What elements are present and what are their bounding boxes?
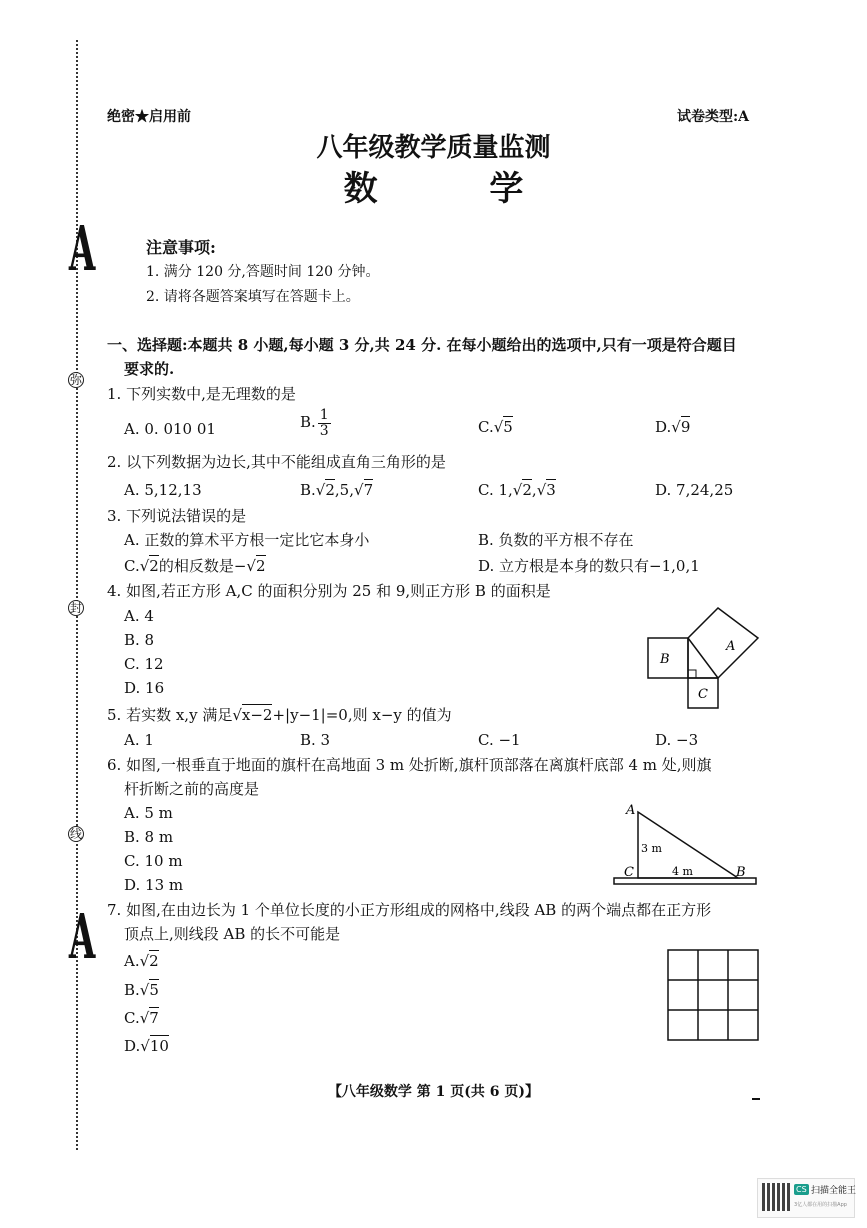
q6-stem: 6. 如图,一根垂直于地面的旗杆在高地面 3 m 处折断,旗杆顶部落在离旗杆底部 4 m 处,则旗 (107, 756, 712, 774)
radicand: 5 (503, 418, 513, 436)
radicand: 2 (325, 481, 335, 499)
q2-option-b: B.√2,5,√7 (300, 481, 374, 499)
notice-heading: 注意事项: (146, 238, 216, 257)
q5-option-b: B. 3 (300, 731, 331, 749)
radicand: 5 (149, 981, 159, 999)
section-heading: 一、选择题:本题共 8 小题,每小题 3 分,共 24 分. 在每小题给出的选项中,只有一项是符合题目 (107, 336, 737, 354)
option-label: B. (300, 481, 316, 499)
exam-title: 八年级教学质量监测 (316, 133, 551, 163)
label-c: C (698, 687, 708, 702)
q5-option-c: C. −1 (478, 731, 521, 749)
q6-option-a: A. 5 m (124, 804, 173, 822)
q6-option-c: C. 10 m (124, 852, 183, 870)
q3-option-b: B. 负数的平方根不存在 (478, 531, 634, 549)
option-label: C. (124, 1009, 140, 1027)
radicand: 2 (522, 481, 532, 499)
q1-option-c: C.√5 (478, 418, 513, 436)
q1-stem: 1. 下列实数中,是无理数的是 (107, 385, 296, 403)
q7-option-b: B.√5 (124, 981, 159, 999)
dash-mark (752, 1098, 760, 1100)
option-label: B. (124, 981, 140, 999)
q6-option-d: D. 13 m (124, 876, 184, 894)
q7-option-c: C.√7 (124, 1009, 159, 1027)
radicand: 7 (363, 481, 374, 499)
q2-option-a: A. 5,12,13 (124, 481, 202, 499)
label-a: A (626, 803, 636, 818)
label-b: B (736, 865, 746, 880)
side-letter-a-bottom: A (68, 900, 96, 973)
radicand: 3 (546, 481, 556, 499)
option-text: 的相反数是− (158, 557, 247, 575)
ground (614, 878, 756, 884)
q5-option-a: A. 1 (124, 731, 154, 749)
q1-option-d: D.√9 (655, 418, 691, 436)
q6-option-b: B. 8 m (124, 828, 174, 846)
notice-item: 2. 请将各题答案填写在答题卡上。 (146, 289, 360, 305)
stem-text: +|y−1|=0,则 x−y 的值为 (272, 706, 452, 724)
q4-option-b: B. 8 (124, 631, 155, 649)
q4-option-a: A. 4 (124, 607, 154, 625)
option-label: C. (478, 418, 494, 436)
q2-stem: 2. 以下列数据为边长,其中不能组成直角三角形的是 (107, 453, 446, 471)
radicand: 2 (255, 557, 266, 575)
triangle-hypotenuse (688, 638, 718, 678)
q3-option-a: A. 正数的算术平方根一定比它本身小 (124, 531, 370, 549)
seal-char-mi: 弥 (70, 373, 83, 387)
option-label: D. (655, 418, 672, 436)
q7-stem-cont: 顶点上,则线段 AB 的长不可能是 (124, 925, 341, 943)
cs-badge-icon: CS (796, 1185, 807, 1194)
q7-option-d: D.√10 (124, 1037, 169, 1055)
radicand: 2 (149, 557, 159, 575)
option-label: D. (124, 1037, 141, 1055)
option-label: B. (300, 413, 316, 431)
separator: , (531, 481, 537, 499)
radicand: 9 (680, 418, 691, 436)
q7-stem: 7. 如图,在由边长为 1 个单位长度的小正方形组成的网格中,线段 AB 的两个端点都在正方形 (107, 901, 712, 919)
separator: ,5, (334, 481, 354, 499)
q6-flagpole-figure (610, 800, 760, 890)
label-a: A (726, 639, 736, 654)
q5-stem: 5. 若实数 x,y 满足√x−2+|y−1|=0,则 x−y 的值为 (107, 706, 452, 724)
side-letter-a-top: A (68, 212, 96, 285)
seal-char-feng: 封 (70, 601, 83, 615)
notice-item: 1. 满分 120 分,答题时间 120 分钟。 (146, 264, 380, 280)
secret-label: 绝密★启用前 (107, 109, 191, 125)
numerator: 1 (319, 407, 329, 423)
q2-option-d: D. 7,24,25 (655, 481, 734, 499)
option-label: C. (124, 557, 140, 575)
radicand: 10 (149, 1037, 169, 1055)
q2-option-c: C. 1,√2,√3 (478, 481, 556, 499)
q3-option-d: D. 立方根是本身的数只有−1,0,1 (478, 557, 700, 575)
square-a (688, 608, 758, 678)
label-3m: 3 m (641, 842, 662, 855)
label-b: B (660, 652, 670, 667)
q1-option-b (300, 408, 331, 438)
q3-stem: 3. 下列说法错误的是 (107, 507, 247, 525)
radicand: 7 (149, 1009, 159, 1027)
scanner-watermark (757, 1178, 855, 1218)
label-c: C (624, 865, 634, 880)
seal-char-xian: 线 (70, 827, 83, 841)
q5-option-d: D. −3 (655, 731, 699, 749)
q4-squares-figure (640, 600, 780, 715)
q4-option-c: C. 12 (124, 655, 164, 673)
qr-code-icon (762, 1183, 790, 1211)
q4-stem: 4. 如图,若正方形 A,C 的面积分别为 25 和 9,则正方形 B 的面积是 (107, 582, 551, 600)
q1-option-a: A. 0. 010 01 (124, 420, 216, 438)
q4-option-d: D. 16 (124, 679, 165, 697)
grid-border (668, 950, 758, 1040)
radicand: x−2 (241, 706, 273, 724)
label-4m: 4 m (672, 865, 693, 878)
denominator: 3 (319, 423, 329, 439)
section-heading-cont: 要求的. (124, 360, 175, 378)
option-label: C. 1, (478, 481, 513, 499)
fraction (318, 408, 331, 438)
page-footer: 【八年级数学 第 1 页(共 6 页)】 (327, 1084, 540, 1100)
q3-option-c: C.√2的相反数是−√2 (124, 557, 266, 575)
watermark-subtitle: 3亿人都在用的扫描App (794, 1202, 847, 1208)
paper-type: 试卷类型:A (677, 109, 750, 125)
q6-stem-cont: 杆折断之前的高度是 (124, 780, 260, 798)
radicand: 2 (149, 952, 159, 970)
stem-text: 5. 若实数 x,y 满足 (107, 706, 233, 724)
q7-grid-figure (666, 948, 762, 1044)
subject-title: 数 学 (343, 169, 574, 209)
right-angle-mark (688, 670, 696, 678)
binding-dotted-line (76, 40, 78, 1150)
q7-option-a: A.√2 (124, 952, 159, 970)
watermark-name: 扫描全能王 (811, 1186, 857, 1196)
option-label: A. (124, 952, 140, 970)
